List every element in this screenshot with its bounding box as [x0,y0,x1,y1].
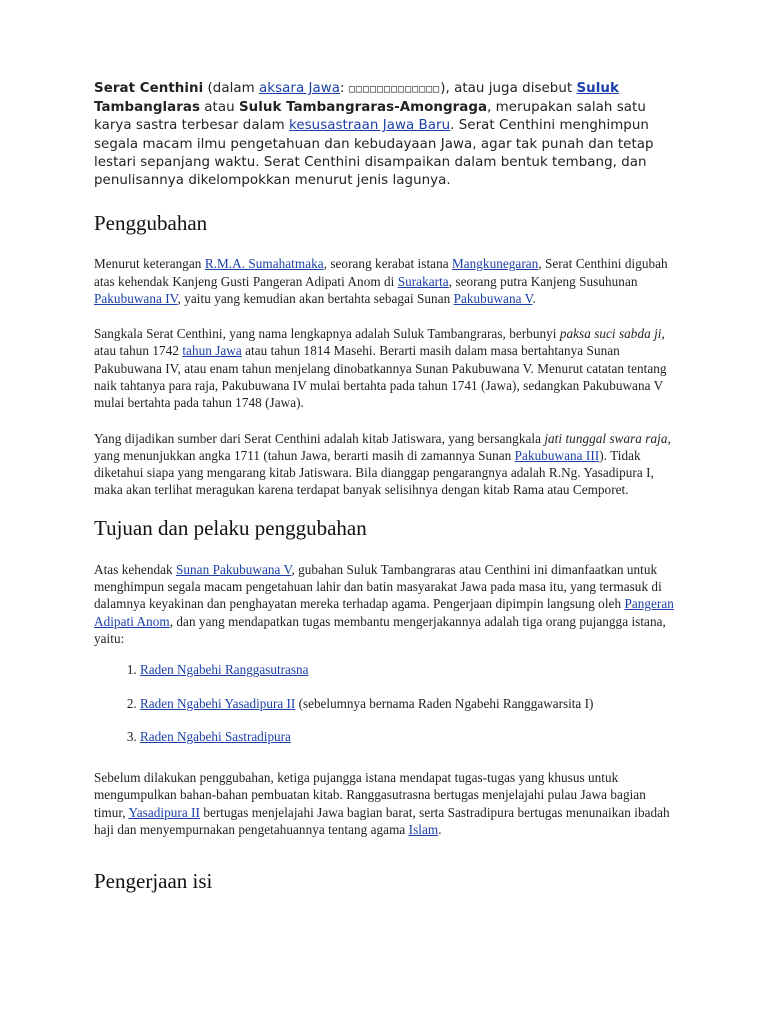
link-sastradipura[interactable]: Raden Ngabehi Sastradipura [140,728,291,744]
paragraph-text: , atau tahun 1742 [94,326,665,359]
bold-suluk-tambangraras-amongraga: Suluk Tambangraras-Amongraga [238,100,488,116]
link-mangkunegaran[interactable]: Mangkunegaran [451,256,539,272]
paragraph-text: , seorang kerabat istana [323,256,452,272]
intro-text: atau [199,100,239,116]
link-pakubuwana-v[interactable]: Pakubuwana V [453,290,533,306]
link-ranggasutrasna[interactable]: Raden Ngabehi Ranggasutrasna [140,662,309,678]
link-yasadipura-ii-inline[interactable]: Yasadipura II [128,804,200,820]
paragraph-text: ). Tidak diketahui siapa yang mengarang kitab Jatiswara. Bila dianggap pengarangnya adalah R.Ng. Yasadipura I, maka akan terlihat meragukan karena terdapat banyak selisihnya dengan kitab Rama atau Cemporet. [94,447,654,498]
title-serat-centhini: Serat Centhini [94,81,204,96]
section-heading-tujuan: Tujuan dan pelaku penggubahan [94,515,367,540]
link-rma-sumahatmaka[interactable]: R.M.A. Sumahatmaka [204,256,324,272]
intro-paragraph [94,80,678,190]
link-yasadipura-ii[interactable]: Raden Ngabehi Yasadipura II [140,695,296,711]
paragraph-text: Yang dijadikan sumber dari Serat Centhini adalah kitab Jatiswara, yang bersangkala [94,430,545,446]
section-heading-pengerjaan-isi: Pengerjaan isi [94,869,213,894]
link-pakubuwana-iv[interactable]: Pakubuwana IV [94,290,178,306]
intro-text: ), atau juga disebut [440,81,577,96]
paragraph-text: bertugas menjelajahi Jawa bagian barat, serta Sastradipura bertugas menunaikan ibadah haji dan menyempurnakan pengetahuannya tentang agama [94,804,670,838]
link-sunan-pakubuwana-v[interactable]: Sunan Pakubuwana V [176,561,292,577]
link-surakarta[interactable]: Surakarta [397,273,449,289]
paragraph-text: , gubahan Suluk Tambangraras atau Centhini ini dimanfaatkan untuk menghimpun segala macam pengetahuan lahir dan batin masyarakat Jawa pada masa itu, yang termasuk di dalamnya keyakinan dan penghayatan mereka terhadap agama. Pengerjaan dipimpin langsung oleh [94,561,662,612]
intro-text: : [340,81,349,96]
link-tahun-jawa[interactable]: tahun Jawa [182,343,242,359]
list-item-text: (sebelumnya bernama Raden Ngabehi Ranggawarsita I) [295,695,594,711]
paragraph-keterangan [94,255,678,307]
article [94,80,678,894]
link-islam[interactable]: Islam [408,822,439,838]
paragraph-text: atau tahun 1814 Masehi. Berarti masih dalam masa bertahtanya Sunan Pakubuwana IV, atau enam tahun menjelang dinobatkannya Sunan Pakubuwana V. Menurut catatan tentang naik tahtanya para raja, Pakubuwana IV mulai bertahta pada tahun 1741 (Jawa), sedangkan Pakubuwana V mulai bertahta pada tahun 1748 (Jawa). [94,343,667,411]
paragraph-atas-kehendak [94,561,678,647]
javanese-script-glyphs: □□□□□□□□□□□□□ [348,84,441,95]
italic-jati-tunggal-swara-raja: jati tunggal swara raja [544,430,668,446]
paragraph-text: . [438,822,442,838]
paragraph-text: , yaitu yang kemudian akan bertahta sebagai Sunan [177,290,454,306]
paragraph-text: Menurut keterangan [94,256,205,272]
paragraph-text: , dan yang mendapatkan tugas membantu mengerjakannya adalah tiga orang pujangga istana, yaitu: [94,613,666,646]
paragraph-text: , seorang putra Kanjeng Susuhunan [448,273,638,289]
link-aksara-jawa[interactable]: aksara Jawa [259,81,341,96]
bold-tambanglaras: Tambanglaras [94,100,200,116]
paragraph-text: , yang menunjukkan angka 1711 (tahun Jawa, berarti masih di zamannya Sunan [94,430,671,463]
intro-text: . Serat Centhini menghimpun segala macam ilmu pengetahuan dan kebudayaan Jawa, agar tak punah dan tetap lestari sepanjang waktu. Serat Centhini disampaikan dalam bentuk tembang, dan penulisannya dikelompokkan menurut jenis lagunya. [94,118,654,189]
list-item [140,695,678,712]
link-kesusastraan-jawa-baru[interactable]: kesusastraan Jawa Baru [289,118,451,134]
link-suluk[interactable]: Suluk [576,81,619,96]
link-pangeran-adipati-anom[interactable]: Pangeran Adipati Anom [94,596,674,629]
italic-paksa-suci-sabda-ji: paksa suci sabda ji [559,326,662,342]
list-item [140,728,678,745]
paragraph-sebelum [94,769,678,838]
paragraph-text: Sangkala Serat Centhini, yang nama lengkapnya adalah Suluk Tambangraras, berbunyi [94,326,560,342]
list-item [140,661,678,678]
paragraph-sumber [94,430,678,499]
paragraph-text: , Serat Centhini digubah atas kehendak Kanjeng Gusti Pangeran Adipati Anom di [94,256,668,289]
section-heading-penggubahan: Penggubahan [94,211,208,236]
paragraph-text: Sebelum dilakukan penggubahan, ketiga pujangga istana mendapat tugas-tugas yang khusus untuk mengumpulkan bahan-bahan pembuatan kitab. Ranggasutrasna bertugas menjelajahi pulau Jawa bagian timur, [94,770,646,820]
intro-text: (dalam [203,81,260,96]
paragraph-text: Atas kehendak [94,561,176,577]
paragraph-sangkala [94,325,678,411]
paragraph-text: . [532,290,536,306]
pujangga-list [94,661,678,745]
intro-text: , merupakan salah satu karya sastra terbesar dalam [94,100,646,134]
link-pakubuwana-iii[interactable]: Pakubuwana III [514,447,600,463]
